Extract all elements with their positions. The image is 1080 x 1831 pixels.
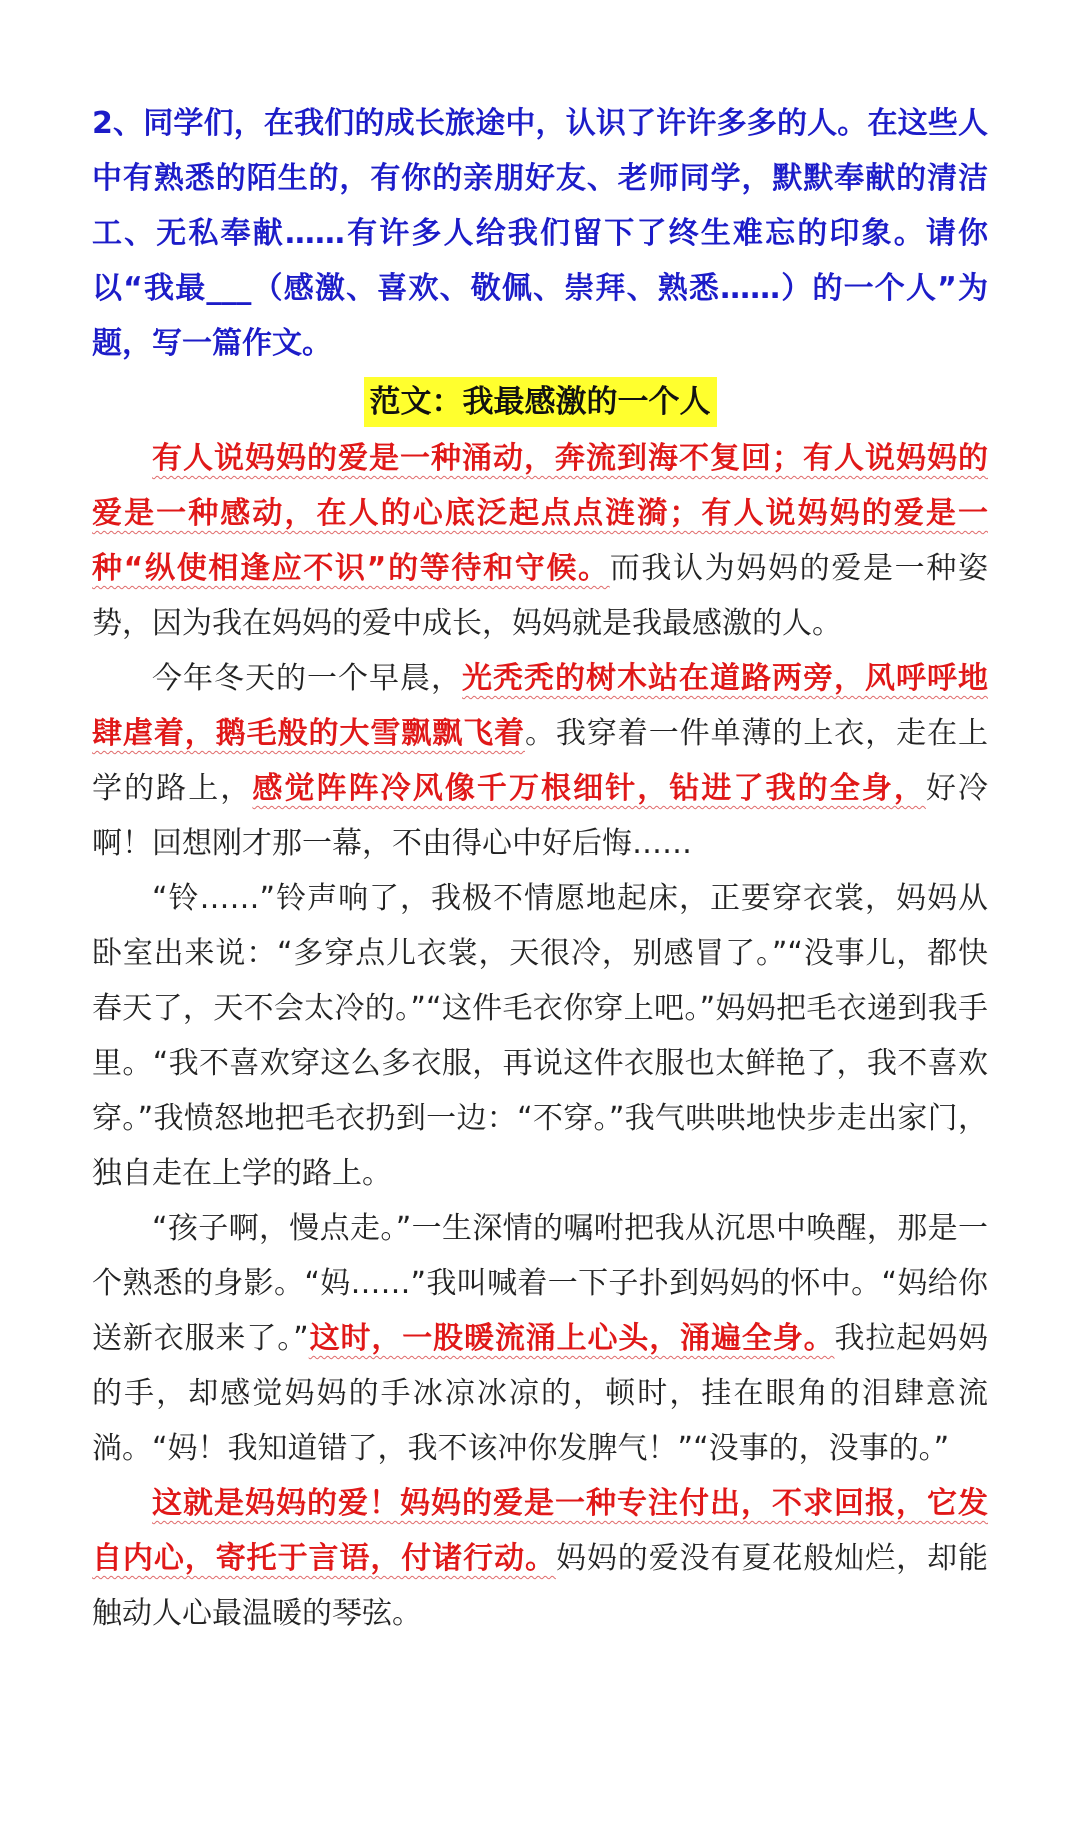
paragraph-5: [92, 1476, 988, 1641]
paragraph-1: [92, 431, 988, 651]
paragraph-text: 而我认为妈妈的爱是一种姿势，因为我在妈妈的爱中成长，妈妈就是我最感激的人。: [92, 551, 988, 641]
highlight-sentence: 这就是妈妈的爱！妈妈的爱是一种专注付出，不求回报，它发自内心，寄托于言语，付诸行动。: [92, 1486, 988, 1576]
paragraph-text: 我拉起妈妈的手，却感觉妈妈的手冰凉冰凉的，顿时，挂在眼角的泪肆意流淌。“妈！我知道错了，我不该冲你发脾气！”“没事的，没事的。”: [92, 1321, 989, 1466]
highlight-sentence: 有人说妈妈的爱是一种涌动，奔流到海不复回；有人说妈妈的爱是一种感动，在人的心底泛起点点涟漪；有人说妈妈的爱是一种“纵使相逢应不识”的等待和守候。: [92, 441, 988, 586]
paragraph-text: 。我穿着一件单薄的上衣，走在上学的路上，: [92, 716, 988, 806]
highlight-sentence: 这时，一股暖流涌上心头，涌遍全身。: [308, 1321, 835, 1356]
paragraph-4: [92, 1201, 988, 1476]
essay-prompt: 2、同学们，在我们的成长旅途中，认识了许许多多的人。在这些人中有熟悉的陌生的，有你的亲朋好友、老师同学，默默奉献的清洁工、无私奉献……有许多人给我们留下了终生难忘的印象。请你以“我最___（感激、喜欢、敬佩、崇拜、熟悉……）的一个人”为题，写一篇作文。: [92, 106, 988, 361]
essay-title: 范文：我最感激的一个人: [364, 377, 717, 427]
highlight-sentence: 感觉阵阵冷风像千万根细针，钻进了我的全身，: [252, 771, 926, 806]
paragraph-text: 妈妈的爱没有夏花般灿烂，却能触动人心最温暖的琴弦。: [92, 1541, 989, 1631]
paragraph-2: [92, 651, 988, 871]
paragraph-text: “孩子啊，慢点走。”一生深情的嘱咐把我从沉思中唤醒，那是一个熟悉的身影。“妈……”我叫喊着一下子扑到妈妈的怀中。“妈给你送新衣服来了。”: [92, 1211, 988, 1356]
paragraph-text: 好冷啊！回想刚才那一幕，不由得心中好后悔……: [92, 771, 989, 861]
paragraph-3: “铃……”铃声响了，我极不情愿地起床，正要穿衣裳，妈妈从卧室出来说：“多穿点儿衣裳，天很冷，别感冒了。”“没事儿，都快春天了，天不会太冷的。”“这件毛衣你穿上吧。”妈妈把毛衣递到我手里。“我不喜欢穿这么多衣服，再说这件衣服也太鲜艳了，我不喜欢穿。”我愤怒地把毛衣扔到一边：“不穿。”我气哄哄地快步走出家门，独自走在上学的路上。: [92, 881, 988, 1191]
title-row: [92, 377, 988, 427]
highlight-sentence: 光秃秃的树木站在道路两旁，风呼呼地肆虐着，鹅毛般的大雪飘飘飞着: [92, 661, 988, 751]
paragraph-text: 今年冬天的一个早晨，: [152, 661, 462, 696]
